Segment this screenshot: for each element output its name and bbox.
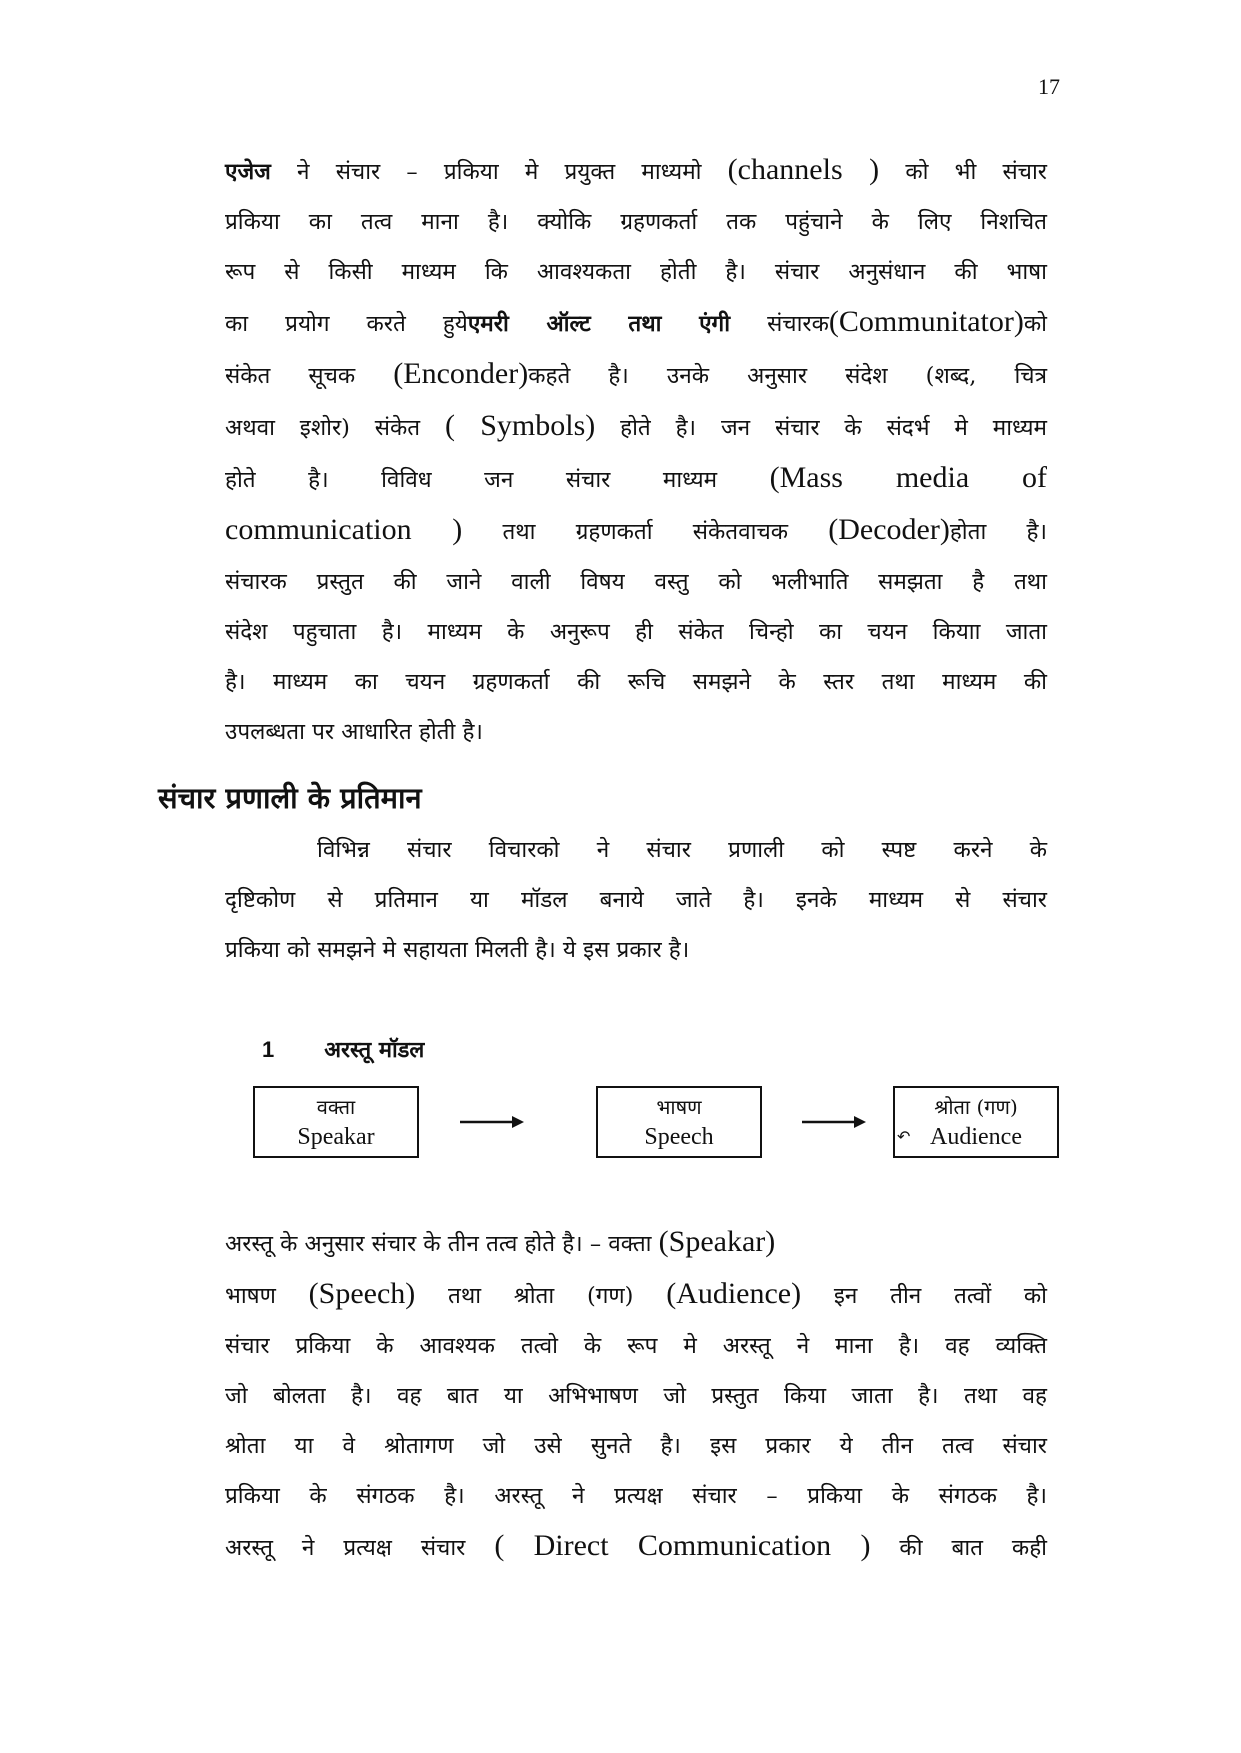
- para3-line-7: [225, 1521, 1047, 1573]
- audience-box: [893, 1086, 1059, 1158]
- para1-line-11: है। माध्यम का चयन ग्रहणकर्ता की रूचि समझने के स्तर तथा माध्यम की: [225, 669, 1047, 695]
- section-heading: संचार प्रणाली के प्रतिमान: [158, 781, 422, 815]
- text-run: भाषण: [225, 1283, 309, 1309]
- author-names-emery-ault-agee: एमरी ऑल्ट तथा एंगी: [467, 311, 731, 337]
- model-title: [262, 1035, 424, 1065]
- para1-line-2: प्रकिया का तत्व माना है। क्योकि ग्रहणकर्ता तक पहुंचाने के लिए निशचित: [225, 209, 1047, 235]
- english-term: ( Symbols): [445, 409, 596, 442]
- para3-line-4: जो बोलता है। वह बात या अभिभाषण जो प्रस्तुत किया जाता है। तथा वह: [225, 1383, 1047, 1409]
- para3-line-6: प्रकिया के संगठक है। अरस्तू ने प्रत्यक्ष संचार – प्रकिया के संगठक है।: [225, 1483, 1047, 1509]
- speech-hindi: भाषण: [656, 1095, 702, 1119]
- para3-line-5: श्रोता या वे श्रोतागण जो उसे सुनते है। इस प्रकार ये तीन तत्व संचार: [225, 1433, 1047, 1459]
- text-run: होता है।: [949, 519, 1047, 545]
- text-run: अथवा इशोर) संकेत: [225, 415, 446, 441]
- para3-line-3: संचार प्रकिया के आवश्यक तत्वो के रूप मे अरस्तू ने माना है। वह व्यक्ति: [225, 1333, 1047, 1359]
- paragraph-2: [225, 825, 1047, 975]
- para1-line-6: [225, 401, 1047, 453]
- text-run: की बात कही: [870, 1535, 1047, 1561]
- author-name-ajez: एजेज: [225, 159, 271, 185]
- model-number: 1: [262, 1037, 275, 1062]
- text-run: को: [1023, 311, 1047, 337]
- english-term: (Speech): [308, 1277, 416, 1310]
- english-term: (Mass media of: [769, 461, 1047, 494]
- english-term: (Enconder): [393, 357, 529, 390]
- para1-line-4: [225, 297, 1047, 349]
- para1-line-10: संदेश पहुचाता है। माध्यम के अनुरूप ही संकेत चिन्हो का चयन कियाा जाता: [225, 619, 1047, 645]
- page-number: 17: [1038, 74, 1060, 99]
- text-run: कहते है। उनके अनुसार संदेश (शब्द, चित्र: [528, 363, 1047, 389]
- para2-line-1: विभिन्न संचार विचारको ने संचार प्रणाली को स्पष्ट करने के: [317, 837, 1047, 863]
- speech-box: [596, 1086, 762, 1158]
- speech-english: Speech: [644, 1124, 714, 1150]
- text-run: को भी संचार: [879, 159, 1047, 185]
- para1-line-8: [225, 505, 1047, 557]
- para1-line-3: रूप से किसी माध्यम कि आवश्यकता होती है। संचार अनुसंधान की भाषा: [225, 259, 1047, 285]
- para2-line-3: प्रकिया को समझने मे सहायता मिलती है। ये इस प्रकार है।: [225, 937, 690, 963]
- text-run: तथा श्रोता (गण): [415, 1283, 667, 1309]
- text-run: संकेत सूचक: [225, 363, 394, 389]
- para2-line-2: दृष्टिकोण से प्रतिमान या मॉडल बनाये जाते है। इनके माध्यम से संचार: [225, 887, 1047, 913]
- english-term: (Audience): [666, 1277, 802, 1310]
- model-name: अरस्तू मॉडल: [324, 1037, 425, 1063]
- audience-english: Audience: [930, 1124, 1022, 1150]
- para1-line-7: [225, 453, 1047, 505]
- text-run: तथा ग्रहणकर्ता संकेतवाचक: [462, 519, 829, 545]
- text-run: ने संचार – प्रकिया मे प्रयुक्त माध्यमो: [270, 159, 728, 185]
- text-run: का प्रयोग करते हुये: [225, 311, 468, 337]
- english-term: communication ): [225, 513, 463, 546]
- para1-line-5: [225, 349, 1047, 401]
- paragraph-1: [225, 145, 1047, 757]
- para3-line-1: [225, 1217, 1047, 1269]
- text-run: अरस्तू ने प्रत्यक्ष संचार: [225, 1535, 495, 1561]
- text-run: होते है। विविध जन संचार माध्यम: [225, 467, 770, 493]
- arrow-right-icon: [460, 1114, 526, 1130]
- text-run: संचारक: [730, 311, 829, 337]
- english-term: ( Direct Communication ): [494, 1529, 871, 1562]
- paragraph-3: [225, 1217, 1047, 1573]
- text-run: होते है। जन संचार के संदर्भ मे माध्यम: [595, 415, 1047, 441]
- audience-hindi: श्रोता (गण): [934, 1095, 1018, 1119]
- speaker-english: Speakar: [297, 1124, 375, 1150]
- speaker-box: [253, 1086, 419, 1158]
- para1-line-9: संचारक प्रस्तुत की जाने वाली विषय वस्तु को भलीभाति समझता है तथा: [225, 569, 1047, 595]
- speaker-hindi: वक्ता: [316, 1095, 356, 1119]
- english-term: (Speakar): [658, 1225, 776, 1258]
- text-run: अरस्तू के अनुसार संचार के तीन तत्व होते है। – वक्ता: [225, 1231, 659, 1257]
- english-term: (Communitator): [828, 305, 1024, 338]
- para3-line-2: [225, 1269, 1047, 1321]
- para1-line-1: [225, 145, 1047, 197]
- text-run: इन तीन तत्वों को: [801, 1283, 1047, 1309]
- curved-arrow-icon: ↶: [897, 1127, 911, 1146]
- english-term: (channels ): [727, 153, 880, 186]
- english-term: (Decoder): [828, 513, 950, 546]
- para1-line-12: उपलब्धता पर आधारित होती है।: [225, 719, 483, 745]
- arrow-right-icon: [802, 1114, 868, 1130]
